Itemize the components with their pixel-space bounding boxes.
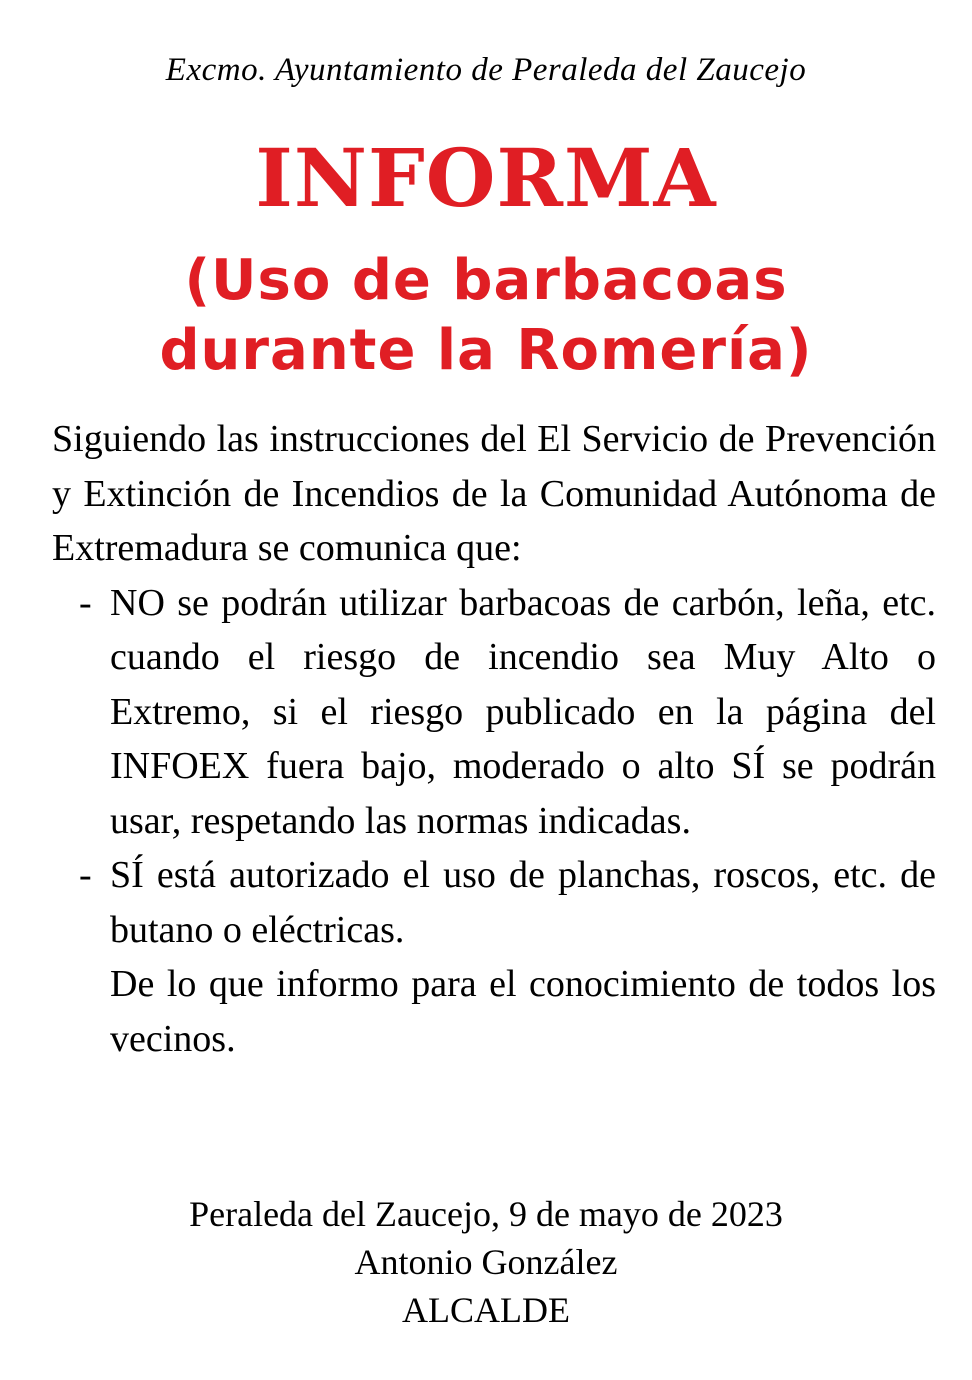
- list-item-text: NO se podrán utilizar barbacoas de carbón, leña, etc. cuando el riesgo de incendio sea Muy Alto o Extremo, si el riesgo publicado en la página del INFOEX fuera bajo, moderado o alto SÍ se podrán usar, respetando las normas indicadas.: [110, 581, 936, 842]
- list-item: [52, 848, 936, 957]
- list-dash: -: [79, 854, 92, 896]
- intro-paragraph: Siguiendo las instrucciones del El Servicio de Prevención y Extinción de Incendios de la Comunidad Autónoma de Extremadura se comunica que:: [52, 418, 936, 569]
- notice-body: [52, 412, 936, 1066]
- signature-block: [0, 1190, 972, 1334]
- list-item-text: SÍ está autorizado el uso de planchas, roscos, etc. de butano o eléctricas.: [110, 854, 936, 951]
- subtitle-line-2: durante la Romería): [159, 318, 813, 383]
- notice-subtitle: [0, 246, 972, 386]
- rules-list: [52, 576, 936, 958]
- signatory-name: Antonio González: [354, 1242, 618, 1282]
- list-dash: -: [79, 581, 92, 624]
- subtitle-line-1: (Uso de barbacoas: [184, 248, 788, 313]
- notice-title: INFORMA: [255, 131, 717, 225]
- signatory-role: ALCALDE: [402, 1290, 570, 1330]
- list-item: [52, 576, 936, 849]
- closing-paragraph: De lo que informo para el conocimiento de todos los vecinos.: [110, 963, 936, 1060]
- place-date: Peraleda del Zaucejo, 9 de mayo de 2023: [189, 1194, 783, 1234]
- institution-header: Excmo. Ayuntamiento de Peraleda del Zaucejo: [165, 52, 807, 88]
